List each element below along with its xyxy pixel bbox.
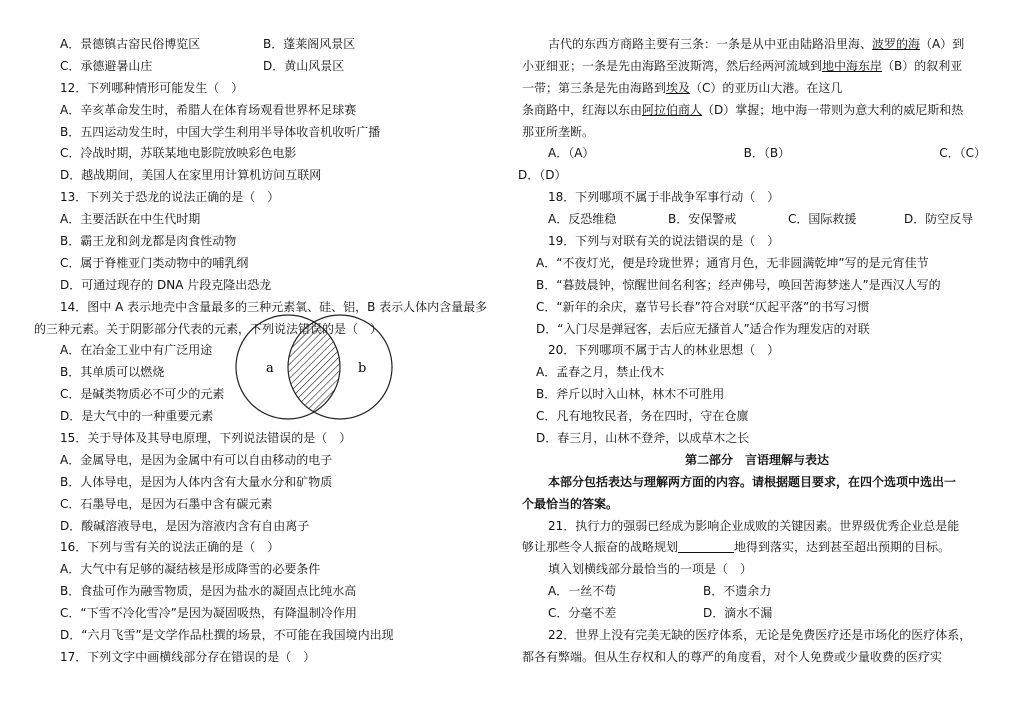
q19-option-c: C．“新年的余庆，嘉节号长春”符合对联“仄起平落”的书写习惯 — [536, 299, 870, 314]
q17-underline-b: 地中海东岸 — [822, 58, 883, 73]
q18-stem: 18．下列哪项不属于非战争军事行动（ ） — [548, 190, 780, 205]
q18-option-b: B．安保警戒 — [668, 212, 737, 227]
q18-option-a: A．反恐维稳 — [548, 212, 617, 227]
q19-option-d: D．“入门尽是弹冠客，去后应无搔首人”适合作为理发店的对联 — [536, 321, 870, 336]
q21-stem-line1: 21．执行力的强弱已经成为影响企业成败的关键因素。世界级优秀企业总是能 — [548, 518, 960, 533]
section-intro-line2: 个最恰当的答案。 — [522, 496, 619, 511]
q21-blank — [678, 538, 734, 553]
q21-stem-text: 地得到落实，达到甚至超出预期的目标。 — [734, 540, 951, 555]
q17-passage-line1 — [522, 34, 992, 56]
q11-options-cd — [34, 56, 504, 78]
q18-option-c: C．国际救援 — [788, 212, 857, 227]
q21-prompt: 填入划横线部分最恰当的一项是（ ） — [548, 562, 753, 577]
q17-passage-line5: 那亚所垄断。 — [522, 124, 595, 139]
q14-option-d: D．是大气中的一种重要元素 — [60, 409, 214, 424]
q15-option-a: A．金属导电，是因为金属中有可以自由移动的电子 — [60, 452, 333, 467]
q17-passage-text: 条商路中，红海以东由 — [522, 102, 643, 117]
q22-stem-line2: 都各有弊端。但从生存权和人的尊严的角度看，对个人免费或少量收费的医疗实 — [522, 649, 943, 664]
q17-options-abc — [522, 143, 992, 165]
q17-passage-text: （C）的亚历山大港。在这几 — [690, 80, 843, 95]
q19-option-a: A．“不夜灯光，便是玲珑世界；通宵月色，无非圆满乾坤”写的是元宵佳节 — [536, 255, 929, 270]
q12-option-c: C．冷战时期，苏联某地电影院放映彩色电影 — [60, 146, 297, 161]
q21-option-a: A．一丝不苟 — [548, 584, 617, 599]
q21-option-d: D．滴水不漏 — [703, 606, 773, 621]
q19-stem: 19．下列与对联有关的说法错误的是（ ） — [548, 234, 780, 249]
q11-option-b: B．蓬莱阁风景区 — [263, 37, 356, 51]
q11-option-d: D．黄山风景区 — [263, 58, 345, 73]
q22-stem-line1: 22．世界上没有完美无缺的医疗体系，无论是免费医疗还是市场化的医疗体系， — [548, 628, 972, 643]
q17-passage-line3 — [522, 78, 992, 100]
q17-passage-text: （D）掌握；地中海一带则为意大利的威尼斯和热 — [702, 102, 964, 117]
q16-option-a: A．大气中有足够的凝结核是形成降雪的必要条件 — [60, 562, 321, 577]
q12-option-d: D．越战期间，美国人在家里用计算机访问互联网 — [60, 168, 322, 183]
q17-option-a: A．（A） — [548, 146, 595, 161]
q17-passage-line4 — [522, 100, 992, 122]
q17-passage-text: （B）的叙利亚 — [882, 58, 963, 73]
q17-passage-text: （A）到 — [920, 37, 965, 51]
q17-option-d: D．（D） — [518, 168, 567, 183]
q11-option-a: A．景德镇古窑民俗博览区 — [60, 37, 201, 51]
q16-stem: 16．下列与雪有关的说法正确的是（ ） — [60, 540, 280, 555]
q15-stem: 15．关于导体及其导电原理，下列说法错误的是（ ） — [60, 431, 352, 446]
q14-option-b: B．其单质可以燃烧 — [60, 365, 165, 380]
q20-stem: 20．下列哪项不属于古人的林业思想（ ） — [548, 343, 780, 358]
q17-passage-line2 — [522, 56, 992, 78]
q17-passage-text: 小亚细亚；一条是先由海路至波斯湾，然后经两河流域到 — [522, 58, 823, 73]
q20-option-c: C．凡有地牧民者，务在四时，守在仓廪 — [536, 409, 749, 424]
venn-label-b: b — [358, 361, 367, 376]
q17-passage-text: 一带；第三条是先由海路到 — [522, 80, 667, 95]
section-intro-line1: 本部分包括表达与理解两方面的内容。请根据题目要求，在四个选项中选出一 — [548, 474, 957, 489]
q15-option-b: B．人体导电，是因为人体内含有大量水分和矿物质 — [60, 474, 333, 489]
q12-stem: 12．下列哪种情形可能发生（ ） — [60, 80, 244, 95]
q16-option-d: D．“六月飞雪”是文学作品杜撰的场景，不可能在我国境内出现 — [60, 628, 394, 643]
q17-underline-a: 波罗的海 — [872, 37, 921, 51]
q16-option-c: C．“下雪不冷化雪冷”是因为凝固吸热，有降温制冷作用 — [60, 606, 357, 621]
q15-option-d: D．酸碱溶液导电，是因为溶液内含有自由离子 — [60, 518, 310, 533]
right-column — [518, 34, 992, 669]
q17-option-b: B．（B） — [743, 146, 791, 161]
q21-options-ab — [522, 581, 992, 603]
q14-stem-line1: 14．图中 A 表示地壳中含量最多的三种元素氧、硅、铝，B 表示人体内含量最多 — [60, 299, 488, 314]
q12-option-a: A．辛亥革命发生时，希腊人在体育场观看世界杯足球赛 — [60, 102, 357, 117]
q15-option-c: C．石墨导电，是因为石墨中含有碳元素 — [60, 496, 273, 511]
q17-underline-c: 埃及 — [666, 80, 691, 95]
q12-option-b: B．五四运动发生时，中国大学生利用半导体收音机收听广播 — [60, 124, 381, 139]
q14-option-a: A．在冶金工业中有广泛用途 — [60, 343, 213, 358]
q21-options-cd — [522, 603, 992, 625]
q21-option-c: C．分毫不差 — [548, 606, 617, 621]
q19-option-b: B．“暮鼓晨钟，惊醒世间名利客；经声佛号，唤回苦海梦迷人”是西汉人写的 — [536, 277, 941, 292]
venn-diagram — [218, 308, 410, 426]
q17-stem: 17．下列文字中画横线部分存在错误的是（ ） — [60, 649, 316, 664]
venn-label-a: a — [266, 361, 274, 376]
q13-option-d: D．可通过现存的 DNA 片段克隆出恐龙 — [60, 277, 272, 292]
q17-passage-text: 古代的东西方商路主要有三条：一条是从中亚由陆路沿里海、 — [548, 37, 873, 51]
q21-stem-text: 够让那些令人振奋的战略规划 — [522, 540, 679, 555]
q13-stem: 13．下列关于恐龙的说法正确的是（ ） — [60, 190, 280, 205]
q16-option-b: B．食盐可作为融雪物质，是因为盐水的凝固点比纯水高 — [60, 584, 357, 599]
q11-option-c: C．承德避暑山庄 — [60, 58, 153, 73]
q21-stem-line2 — [522, 537, 992, 559]
q18-option-d: D．防空反导 — [904, 212, 974, 227]
q20-option-b: B．斧斤以时入山林，林木不可胜用 — [536, 387, 725, 402]
q14-stem-line2: 的三种元素。关于阴影部分代表的元素，下列说法错误的是（ ） — [34, 321, 383, 336]
q13-option-a: A．主要活跃在中生代时期 — [60, 212, 201, 227]
q14-option-c: C．是碱类物质必不可少的元素 — [60, 387, 225, 402]
q18-options — [522, 209, 992, 231]
q20-option-d: D．春三月，山林不登斧，以成草木之长 — [536, 431, 750, 446]
q17-underline-d: 阿拉伯商人 — [642, 102, 703, 117]
q20-option-a: A．孟春之月，禁止伐木 — [536, 365, 665, 380]
q21-option-b: B．不遗余力 — [703, 584, 772, 599]
q13-option-b: B．霸王龙和剑龙都是肉食性动物 — [60, 234, 237, 249]
q13-option-c: C．属于脊椎亚门类动物中的哺乳纲 — [60, 255, 249, 270]
q17-option-c: C．（C） — [939, 146, 986, 161]
section-heading: 第二部分 言语理解与表达 — [684, 452, 829, 467]
q11-options-ab — [34, 34, 504, 56]
